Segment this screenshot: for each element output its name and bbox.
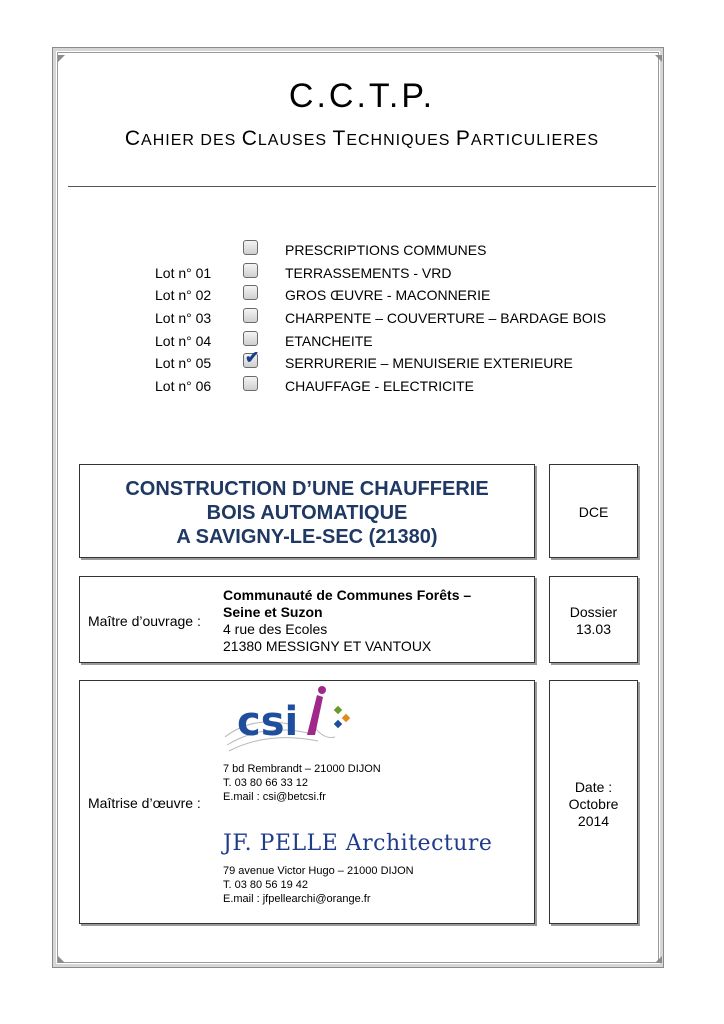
title-divider <box>68 186 656 187</box>
lot-checkbox[interactable] <box>243 285 258 300</box>
date-month: Octobre <box>568 796 619 812</box>
lot-checkbox-checked[interactable] <box>243 348 260 368</box>
document-title: C.C.T.P. <box>288 77 436 115</box>
lot-label: GROS ŒUVRE - MACONNERIE <box>285 287 491 303</box>
lot-number: Lot n° 01 <box>155 265 212 281</box>
lot-checkbox[interactable] <box>243 308 258 323</box>
lot-number: Lot n° 02 <box>155 287 212 303</box>
moe-label: Maîtrise d’œuvre : <box>88 795 201 811</box>
corner-ornament <box>655 956 662 963</box>
date-label: Date : <box>574 779 613 795</box>
dossier-label: Dossier <box>569 604 618 620</box>
lot-label: CHAUFFAGE - ELECTRICITE <box>285 378 475 394</box>
lot-label: ETANCHEITE <box>285 333 373 349</box>
owner-street: 4 rue des Ecoles <box>223 621 328 637</box>
owner-name: Communauté de Communes Forêts – <box>223 587 472 603</box>
corner-ornament <box>58 55 65 62</box>
date-year: 2014 <box>577 813 610 829</box>
lot-row <box>0 263 724 285</box>
owner-name: Seine et Suzon <box>223 604 323 620</box>
csi-phone: T. 03 80 66 33 12 <box>223 777 309 789</box>
lot-number: Lot n° 03 <box>155 310 212 326</box>
corner-ornament <box>58 956 65 963</box>
lot-row <box>0 308 724 330</box>
lot-checkbox[interactable] <box>243 376 258 391</box>
lot-row <box>0 285 724 307</box>
csi-logo <box>223 685 373 755</box>
owner-label: Maître d’ouvrage : <box>88 613 201 629</box>
project-title-line: A SAVIGNY-LE-SEC (21380) <box>176 526 438 548</box>
lot-row <box>0 331 724 353</box>
architect-name: JF. PELLE Architecture <box>223 831 493 856</box>
lot-number: Lot n° 05 <box>155 355 212 371</box>
lot-row <box>0 376 724 398</box>
lot-row <box>0 240 724 262</box>
owner-box <box>79 576 535 663</box>
architect-email: E.mail : jfpellearchi@orange.fr <box>223 893 371 905</box>
architect-phone: T. 03 80 56 19 42 <box>223 879 309 891</box>
lot-row <box>0 348 724 375</box>
lot-label: PRESCRIPTIONS COMMUNES <box>285 242 487 258</box>
lot-label: CHARPENTE – COUVERTURE – BARDAGE BOIS <box>285 310 607 326</box>
lot-checkbox[interactable] <box>243 263 258 278</box>
logo-letters: csi <box>237 699 299 745</box>
corner-ornament <box>655 55 662 62</box>
csi-address <box>223 762 381 804</box>
lot-label: TERRASSEMENTS - VRD <box>285 265 452 281</box>
owner-details <box>223 587 471 655</box>
project-manager-box <box>79 680 535 924</box>
architect-street: 79 avenue Victor Hugo – 21000 DIJON <box>223 865 414 877</box>
lot-number: Lot n° 06 <box>155 378 212 394</box>
lot-checkbox[interactable] <box>243 240 258 255</box>
phase-box <box>549 464 638 558</box>
project-title-box <box>79 464 535 558</box>
csi-email: E.mail : csi@betcsi.fr <box>223 791 326 803</box>
lot-checkbox[interactable] <box>243 331 258 346</box>
architect-address <box>223 864 414 906</box>
document-subtitle: CAHIER DES CLAUSES TECHNIQUES PARTICULIERES <box>124 127 600 150</box>
date-box <box>549 680 638 924</box>
check-mark-icon: ✔ <box>245 348 260 367</box>
project-title-line: BOIS AUTOMATIQUE <box>206 502 408 524</box>
project-title-line: CONSTRUCTION D’UNE CHAUFFERIE <box>125 478 489 500</box>
csi-street: 7 bd Rembrandt – 21000 DIJON <box>223 763 381 775</box>
owner-city: 21380 MESSIGNY ET VANTOUX <box>223 638 432 654</box>
phase-label: DCE <box>578 504 609 520</box>
lot-number: Lot n° 04 <box>155 333 212 349</box>
dossier-box <box>549 576 638 663</box>
dossier-number: 13.03 <box>575 621 612 637</box>
lot-label: SERRURERIE – MENUISERIE EXTERIEURE <box>285 355 573 371</box>
